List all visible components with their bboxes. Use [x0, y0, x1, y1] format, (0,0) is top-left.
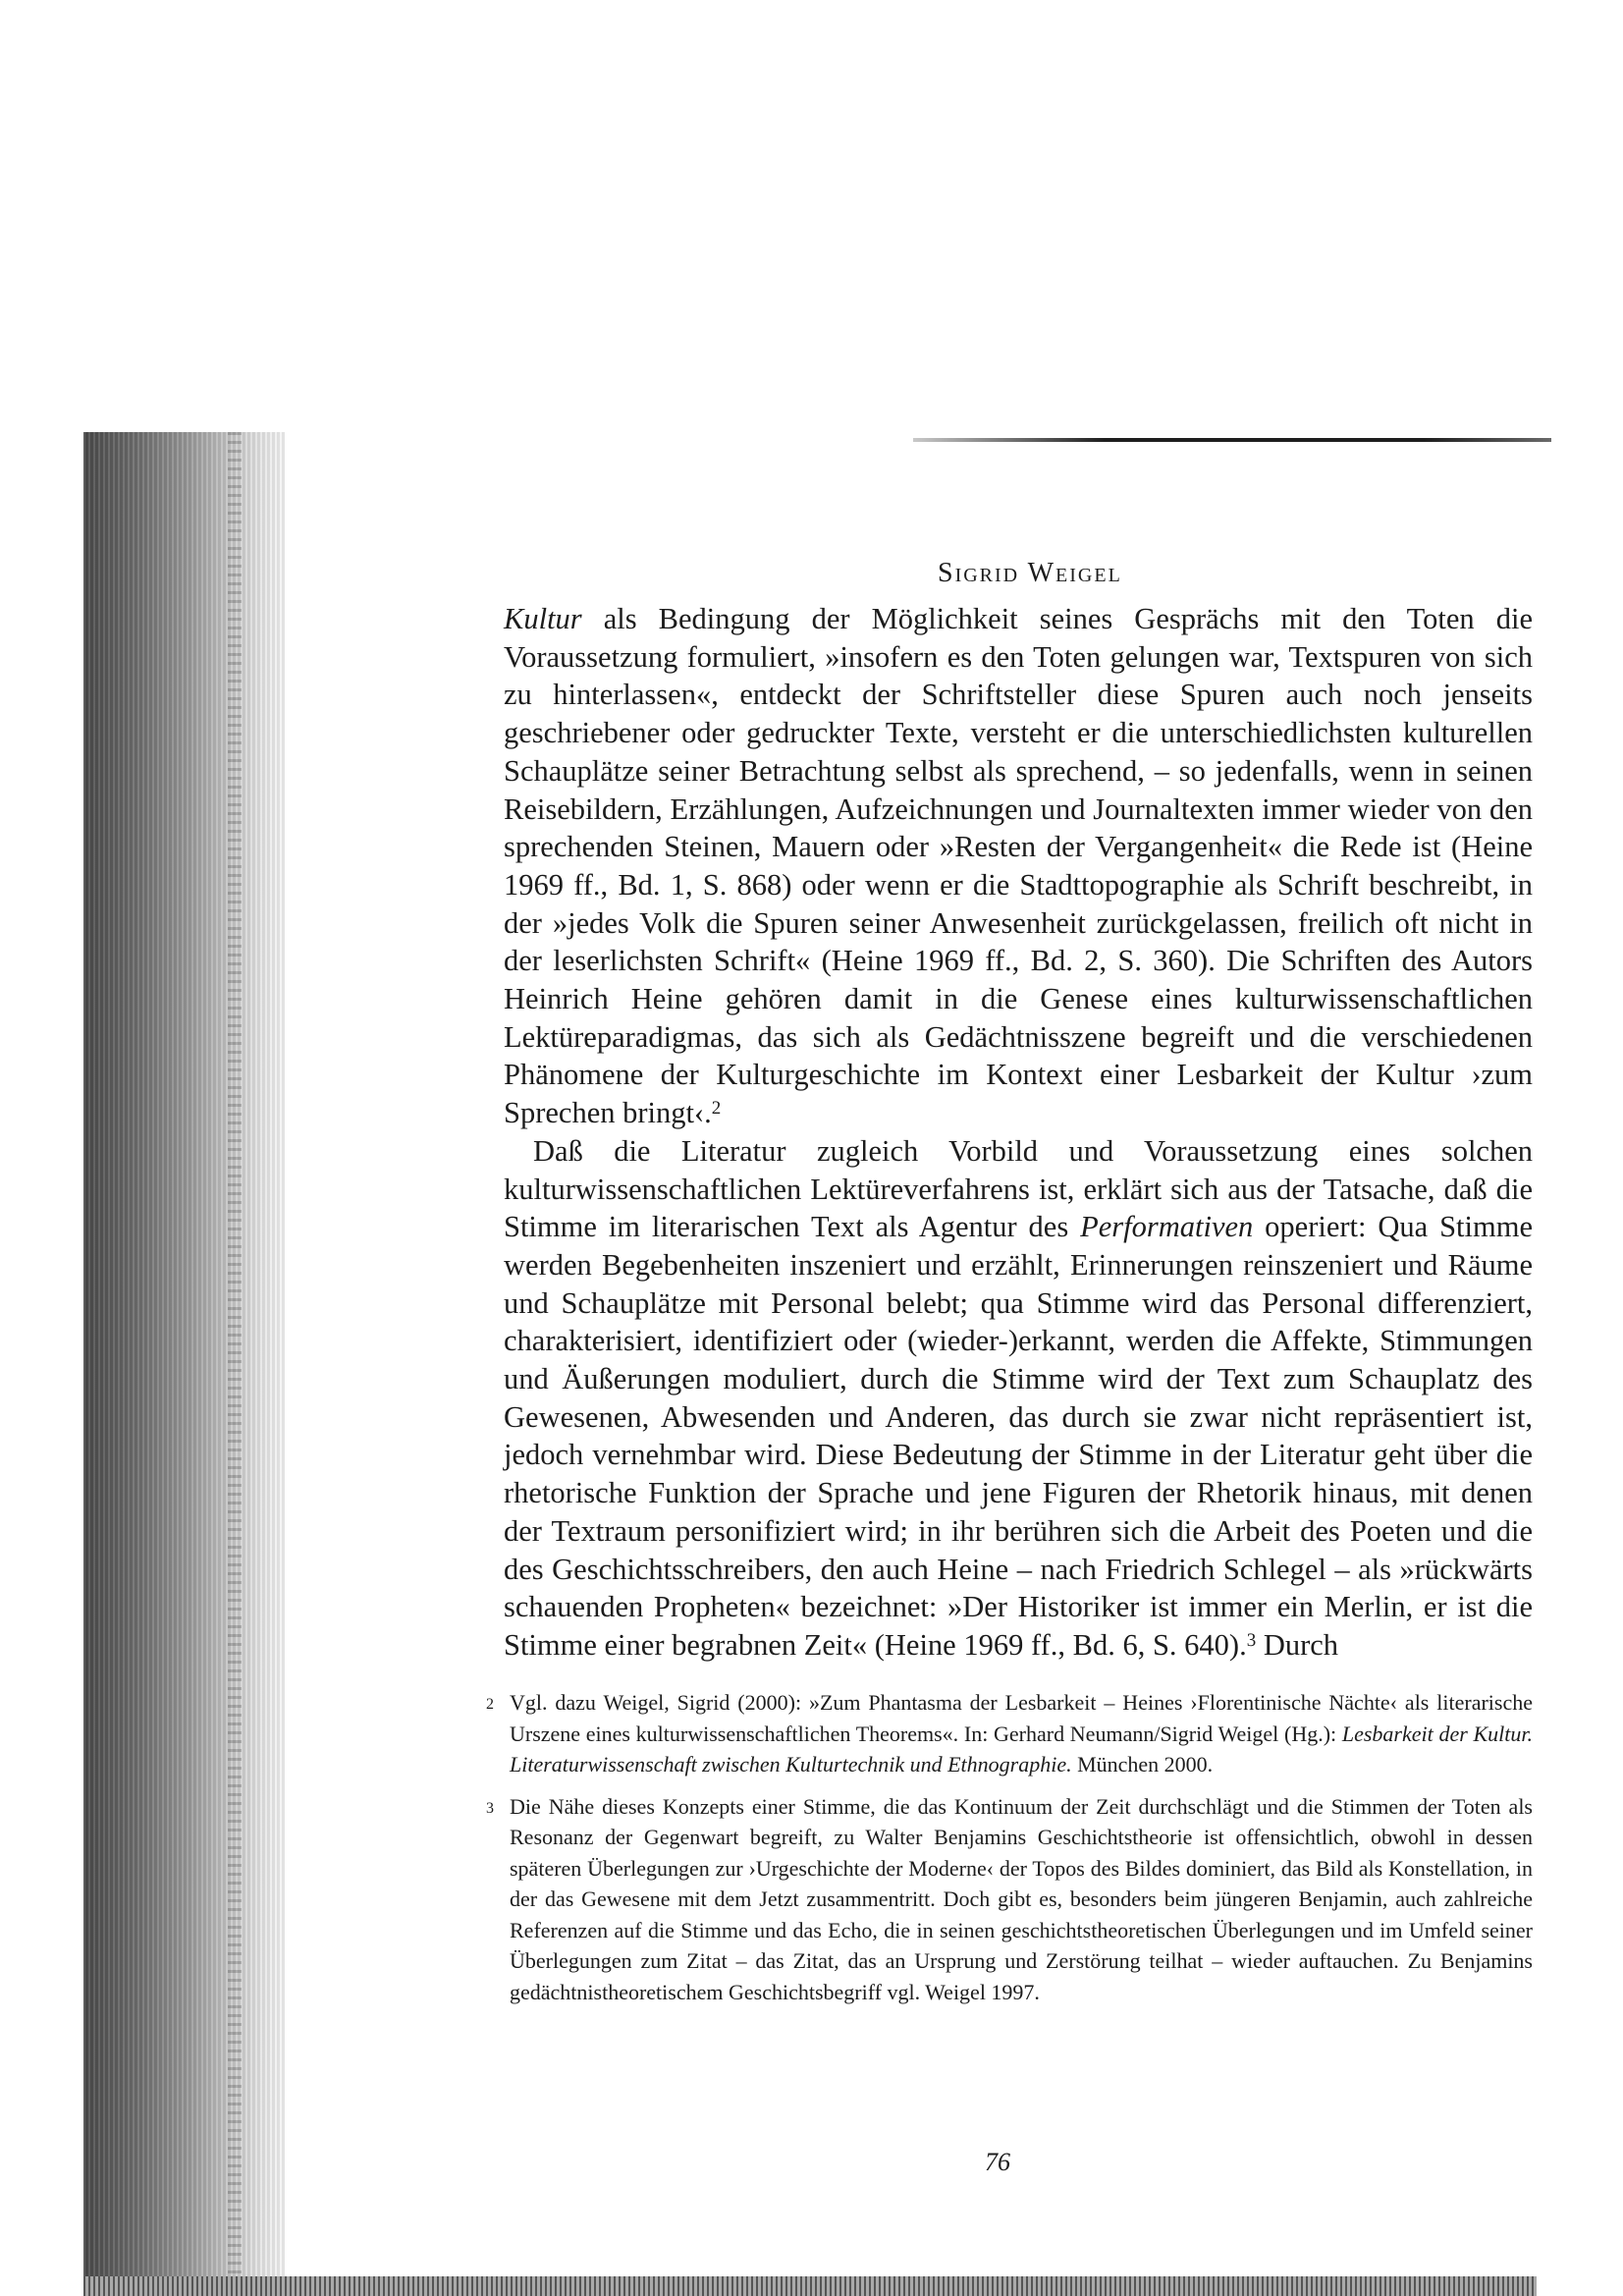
paragraph — [504, 1132, 1533, 1665]
footnote-text — [510, 1791, 1533, 2008]
running-head: Sigrid Weigel — [938, 558, 1122, 588]
paragraph — [504, 600, 1533, 1132]
text-run: Die Nähe dieses Konzepts einer Stimme, die das Kontinuum der Zeit durchschlägt und die Stimmen der Toten als Resonanz der Gegenwart begreift, zu Walter Benjamins Geschichtstheorie ist offensichtlich, obwohl in dessen späteren Überlegungen zur ›Urgeschichte der Moderne‹ der Topos des Bildes dominiert, das Bild als Konstellation, in der das Gewesene mit dem Jetzt zusammentritt. Doch gibt es, besonders beim jüngeren Benjamin, auch zahlreiche Referenzen auf die Stimme und das Echo, die in seinen geschichtstheoretischen Überlegungen und im Umfeld seiner Überlegungen zum Zitat – das Zitat, das an Ursprung und Zerstörung teilhat – wieder auftauchen. Zu Benjamins gedächtnistheoretischem Geschichtsbegriff vgl. Weigel 1997. — [510, 1793, 1533, 2004]
header-rule — [913, 438, 1551, 442]
footnote — [486, 1687, 1533, 1780]
text-run: als Bedingung der Möglichkeit seines Gesprächs mit den Toten die Voraussetzung formuliert, »insofern es den Toten gelungen war, Textspuren von sich zu hinterlassen«, entdeckt der Schriftsteller diese Spuren auch noch jenseits geschriebener oder gedruckter Texte, versteht er die unterschiedlichsten kulturellen Schauplätze seiner Betrachtung selbst als sprechend, – so jedenfalls, wenn in seinen Reisebildern, Erzählungen, Aufzeichnungen und Journaltexten immer wieder von den sprechenden Steinen, Mauern oder »Resten der Vergangenheit« die Rede ist (Heine 1969 ff., Bd. 1, S. 868) oder wenn er die Stadttopographie als Schrift beschreibt, in der »jedes Volk die Spuren seiner Anwesenheit zurückgelassen, freilich oft nicht in der leserlichsten Schrift« (Heine 1969 ff., Bd. 2, S. 360). Die Schriften des Autors Heinrich Heine gehören damit in die Genese eines kulturwissenschaftlichen Lektüreparadigmas, das sich als Gedächtnisszene begreift und die verschiedenen Phänomene der Kulturgeschichte im Kontext einer Lesbarkeit der Kultur ›zum Sprechen bringt‹. — [504, 602, 1533, 1130]
body-text — [504, 600, 1533, 1665]
book-binding-shadow — [83, 432, 285, 2296]
text-run: Durch — [1256, 1627, 1339, 1662]
footnote — [486, 1791, 1533, 2008]
text-run: Vgl. dazu Weigel, Sigrid (2000): »Zum Phantasma der Lesbarkeit – Heines ›Florentinische Nächte‹ als literarische Urszene eines kulturwissenschaftlichen Theorems«. In: Gerhard Neumann/Sigrid Weigel (Hg.): — [510, 1690, 1533, 1746]
footnotes — [486, 1687, 1533, 2018]
footnote-number: 2 — [486, 1696, 494, 1713]
italic-text: Performativen — [1080, 1210, 1254, 1244]
footnote-reference: 2 — [711, 1098, 722, 1120]
page-edge-texture — [228, 432, 242, 2296]
page-number: 76 — [985, 2148, 1010, 2176]
text-run: München 2000. — [1071, 1752, 1214, 1777]
italic-text: Lesbarkeit der Kultur. Literaturwissenschaft zwischen Kulturtechnik und Ethnographie. — [510, 1721, 1533, 1777]
footnote-number: 3 — [486, 1799, 494, 1817]
footnote-reference: 3 — [1246, 1629, 1257, 1651]
scan-bottom-edge — [83, 2276, 1537, 2296]
footnote-text — [510, 1687, 1533, 1780]
italic-text: Kultur — [504, 602, 582, 635]
text-run: Daß die Literatur zugleich Vorbild und Voraussetzung eines solchen kulturwissenschaftlichen Lektüreverfahrens ist, erklärt sich aus der Tatsache, daß die Stimme im literarischen Text als Agentur des — [504, 1133, 1533, 1244]
text-run: operiert: Qua Stimme werden Begebenheiten inszeniert und erzählt, Erinnerungen reinszeniert und Räume und Schauplätze mit Personal belebt; qua Stimme wird das Personal differenziert, charakterisiert, identifiziert oder (wieder-)erkannt, werden die Affekte, Stimmungen und Äußerungen moduliert, durch die Stimme wird der Text zum Schauplatz des Gewesenen, Abwesenden und Anderen, das durch sie zwar nicht repräsentiert ist, jedoch vernehmbar wird. Diese Bedeutung der Stimme in der Literatur geht über die rhetorische Funktion der Sprache und jene Figuren der Rhetorik hinaus, mit denen der Textraum personifiziert wird; in ihr berühren sich die Arbeit des Poeten und die des Geschichtsschreibers, den auch Heine – nach Friedrich Schlegel – als »rückwärts schauenden Propheten« bezeichnet: »Der Historiker ist immer ein Merlin, er ist die Stimme einer begrabnen Zeit« (Heine 1969 ff., Bd. 6, S. 640). — [504, 1210, 1533, 1662]
